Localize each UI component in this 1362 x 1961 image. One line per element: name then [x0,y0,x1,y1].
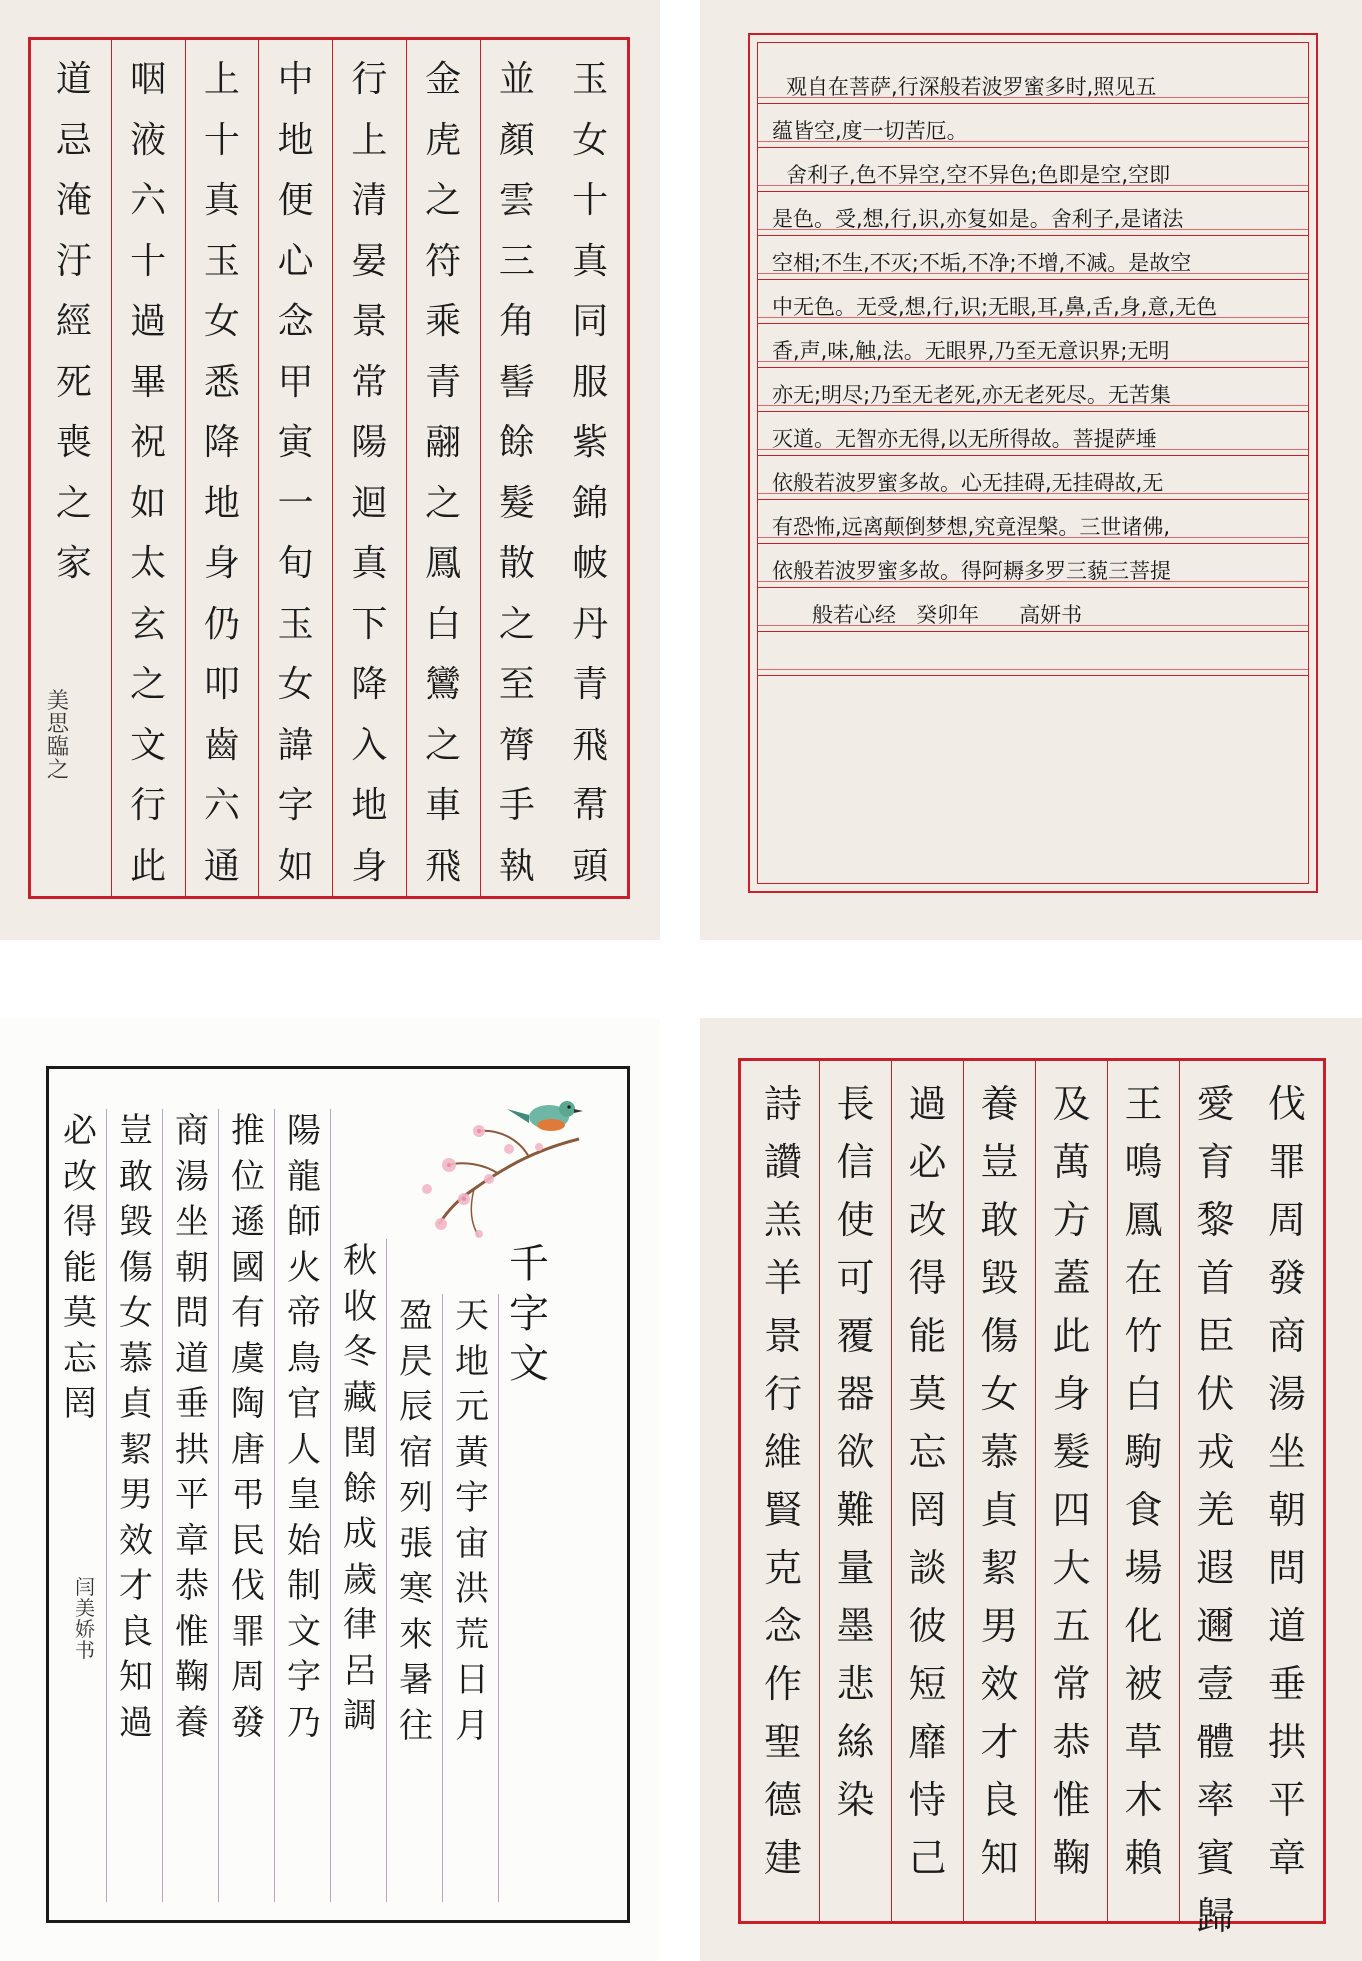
char: 朝 [1267,1488,1306,1532]
char: 詩 [763,1082,802,1126]
char: 降 [203,422,240,463]
char: 念 [277,301,314,342]
char: 湯 [1267,1372,1306,1416]
char: 十 [572,180,609,221]
char: 場 [1124,1546,1163,1590]
ruled-line [758,675,1308,676]
char: 便 [277,180,314,221]
inner-frame [757,42,1309,884]
char: 符 [425,240,462,282]
char: 己 [908,1836,947,1880]
ruled-line [758,191,1308,192]
char: 短 [908,1662,947,1706]
char: 下 [351,603,388,645]
text-column [553,40,627,896]
char: 青 [572,664,609,705]
char: 效 [980,1662,1019,1706]
char: 三 [498,240,535,282]
char: 甲 [277,361,314,403]
char: 邇 [1196,1604,1235,1648]
char: 諱 [277,724,314,766]
char: 過 [908,1082,947,1126]
char: 萬 [1052,1140,1091,1184]
char: 玄 [130,603,167,645]
char: 迴 [351,482,388,524]
char: 字 [277,785,314,826]
char: 歸 [1196,1894,1235,1938]
char: 恃 [908,1778,947,1822]
char: 垂 [1267,1662,1306,1706]
char: 德 [763,1778,802,1822]
char: 大 [1052,1546,1091,1590]
text-column [1251,1061,1323,1921]
char: 黎 [1196,1198,1235,1242]
char: 體 [1196,1720,1235,1764]
char: 悉 [203,361,240,403]
char: 知 [980,1836,1019,1880]
text-row: 是色。受,想,行,识,亦复如是。舍利子,是诸法 [772,207,1184,231]
black-frame [46,1066,630,1923]
char: 玉 [203,240,240,282]
char: 男 [980,1604,1019,1648]
char: 木 [1124,1778,1163,1822]
char: 戎 [1196,1430,1235,1474]
ruled-line [758,543,1308,544]
char: 傷 [980,1314,1019,1358]
char: 飛 [425,845,462,887]
char: 上 [203,59,240,100]
char: 帔 [572,543,609,584]
char: 寅 [277,422,314,463]
text-column [1035,1061,1107,1921]
char: 通 [203,845,240,887]
char: 翮 [425,422,462,463]
text-row: 香,声,味,触,法。无眼界,乃至无意识界;无明 [772,339,1170,363]
char: 忌 [55,119,92,161]
char: 散 [498,543,535,584]
char: 四 [1052,1488,1091,1532]
char: 忘 [908,1430,947,1474]
ruled-line [758,587,1308,588]
char: 過 [130,301,167,342]
char: 此 [1052,1314,1091,1358]
text-column [111,40,185,896]
char: 真 [572,240,609,282]
char: 被 [1124,1662,1163,1706]
char: 地 [351,785,388,826]
char: 貞 [980,1488,1019,1532]
char: 拱 [1267,1720,1306,1764]
ruled-line [758,323,1308,324]
char: 竹 [1124,1314,1163,1358]
calligraphy-sheet-2 [700,0,1362,940]
char: 經 [55,301,92,342]
red-frame [28,37,630,899]
char: 地 [203,482,240,524]
char: 商 [1267,1314,1306,1358]
char: 叩 [203,664,240,705]
char: 養 [980,1082,1019,1126]
char: 乘 [425,301,462,342]
char: 敢 [980,1198,1019,1242]
char: 羌 [1196,1488,1235,1532]
char: 才 [980,1720,1019,1764]
char: 罪 [1267,1140,1306,1184]
char: 鳳 [425,543,462,584]
ruled-line [758,411,1308,412]
char: 白 [425,603,462,645]
char: 景 [351,301,388,342]
char: 真 [203,180,240,221]
char: 女 [572,119,609,161]
char: 墨 [836,1604,875,1648]
red-frame [738,1058,1326,1938]
char: 靡 [908,1720,947,1764]
char: 章 [1267,1836,1306,1880]
text-column [1179,1061,1251,1938]
char: 餘 [498,422,535,463]
ruled-line [758,235,1308,236]
char: 莫 [908,1372,947,1416]
char: 及 [1052,1082,1091,1126]
calligraphy-sheet-3 [0,1018,660,1961]
char: 談 [908,1546,947,1590]
char: 慕 [980,1430,1019,1474]
char: 周 [1267,1198,1306,1242]
char: 行 [351,59,388,100]
signature: 闫 美 娇 书 [75,1575,95,1662]
char: 帬 [572,785,609,826]
char: 玉 [572,59,609,100]
char: 同 [572,301,609,342]
char: 錦 [572,482,609,524]
char: 使 [836,1198,875,1242]
char: 紫 [572,422,609,463]
char: 五 [1052,1604,1091,1648]
char: 淹 [55,180,92,221]
text-row: 中无色。无受,想,行,识;无眼,耳,鼻,舌,身,意,无色 [772,295,1218,319]
char: 長 [836,1082,875,1126]
text-column [819,1061,891,1921]
char: 真 [351,543,388,584]
text-column: 推 位 遜 國 有 虞 陶 唐 弔 民 伐 罪 周 發 [222,1109,275,1902]
char: 問 [1267,1546,1306,1590]
char: 死 [55,361,92,403]
char: 鞠 [1052,1836,1091,1880]
text-row: 灭道。无智亦无得,以无所得故。菩提萨埵 [772,427,1157,451]
text-column [747,1061,819,1921]
char: 在 [1124,1256,1163,1300]
char: 維 [763,1430,802,1474]
char: 伏 [1196,1372,1235,1416]
text-row: 舍利子,色不异空,空不异色;色即是空,空即 [786,163,1171,187]
char: 六 [130,180,167,221]
text-row: 观自在菩萨,行深般若波罗蜜多时,照见五 [786,75,1157,99]
char: 鸞 [425,664,462,705]
char: 必 [908,1140,947,1184]
char: 液 [130,119,167,161]
text-column [258,40,332,896]
char: 汙 [55,240,92,282]
char: 賴 [1124,1836,1163,1880]
text-row: 依般若波罗蜜多故。得阿耨多罗三藐三菩提 [772,559,1171,583]
char: 欲 [836,1430,875,1474]
text-column: 豈 敢 毀 傷 女 慕 貞 絜 男 效 才 良 知 過 [110,1109,163,1902]
char: 克 [763,1546,802,1590]
char: 之 [498,603,535,645]
text-column: 必 改 得 能 莫 忘 罔 [54,1109,107,1902]
char: 聖 [763,1720,802,1764]
text-column: 盈 昃 辰 宿 列 張 寒 來 暑 往 [390,1294,443,1902]
char: 之 [425,724,462,766]
char: 罔 [908,1488,947,1532]
char: 平 [1267,1778,1306,1822]
char: 念 [763,1604,802,1648]
char: 育 [1196,1140,1235,1184]
calligraphy-sheet-1 [0,0,660,940]
char: 服 [572,361,609,403]
char: 賓 [1196,1836,1235,1880]
char: 駒 [1124,1430,1163,1474]
char: 行 [763,1372,802,1416]
text-column: 秋 收 冬 藏 閏 餘 成 歲 律 呂 調 [334,1239,387,1902]
char: 鳴 [1124,1140,1163,1184]
char: 遐 [1196,1546,1235,1590]
char: 之 [425,482,462,524]
char: 十 [203,119,240,161]
char: 咽 [130,59,167,100]
text-column: 天 地 元 黃 宇 宙 洪 荒 日 月 [446,1294,499,1902]
char: 女 [203,301,240,342]
char: 之 [130,664,167,705]
char: 清 [351,180,388,221]
char: 器 [836,1372,875,1416]
ruled-line [758,669,1308,670]
char: 手 [498,785,535,826]
char: 道 [1267,1604,1306,1648]
char: 髮 [1052,1430,1091,1474]
char: 身 [1052,1372,1091,1416]
char: 六 [203,785,240,826]
char: 羔 [763,1198,802,1242]
char: 鳳 [1124,1198,1163,1242]
char: 壹 [1196,1662,1235,1706]
char: 王 [1124,1082,1163,1126]
char: 飛 [572,724,609,766]
ruled-line [758,499,1308,500]
char: 率 [1196,1778,1235,1822]
char: 常 [1052,1662,1091,1706]
char: 青 [425,361,462,403]
char: 伐 [1267,1082,1306,1126]
char: 至 [498,664,535,705]
char: 喪 [55,422,92,463]
char: 角 [498,301,535,342]
char: 並 [498,59,535,100]
char: 道 [55,59,92,100]
char: 入 [351,724,388,766]
char: 建 [763,1836,802,1880]
char: 中 [277,59,314,100]
char: 虎 [425,119,462,161]
ruled-line [758,631,1308,632]
char: 白 [1124,1372,1163,1416]
char: 此 [130,845,167,887]
char: 悲 [836,1662,875,1706]
char: 可 [836,1256,875,1300]
char: 女 [277,664,314,705]
char: 作 [763,1662,802,1706]
char: 旬 [277,543,314,584]
char: 豈 [980,1140,1019,1184]
char: 信 [836,1140,875,1184]
char: 金 [425,59,462,100]
text-column: 陽 龍 師 火 帝 鳥 官 人 皇 始 制 文 字 乃 [278,1109,331,1902]
char: 常 [351,361,388,403]
char: 恭 [1052,1720,1091,1764]
char: 絜 [980,1546,1019,1590]
char: 絲 [836,1720,875,1764]
ruled-line [758,367,1308,368]
text-column [406,40,480,896]
bird-on-blossom-branch-illustration [379,1069,599,1239]
char: 膂 [498,724,535,766]
char: 太 [130,543,167,584]
char: 陽 [351,422,388,463]
char: 仍 [203,603,240,645]
text-column [332,40,406,896]
char: 頭 [572,845,609,887]
char: 家 [55,543,92,584]
char: 髻 [498,361,535,403]
text-row: 空相;不生,不灭;不垢,不净;不增,不减。是故空 [772,251,1192,275]
text-row: 依般若波罗蜜多故。心无挂碍,无挂碍故,无 [772,471,1164,495]
text-column [1107,1061,1179,1921]
char: 齒 [203,724,240,766]
char: 文 [130,724,167,766]
char: 雲 [498,180,535,221]
text-row: 蕴皆空,度一切苦厄。 [772,119,968,143]
char: 改 [908,1198,947,1242]
char: 坐 [1267,1430,1306,1474]
char: 羊 [763,1256,802,1300]
char: 晏 [351,240,388,282]
char: 首 [1196,1256,1235,1300]
char: 景 [763,1314,802,1358]
char: 身 [203,543,240,584]
char: 彼 [908,1604,947,1648]
char: 女 [980,1372,1019,1416]
text-column [891,1061,963,1921]
char: 染 [836,1778,875,1822]
char: 愛 [1196,1082,1235,1126]
text-column: 商 湯 坐 朝 問 道 垂 拱 平 章 恭 惟 鞠 養 [166,1109,219,1902]
char: 良 [980,1778,1019,1822]
char: 草 [1124,1720,1163,1764]
char: 如 [130,482,167,524]
char: 祝 [130,422,167,463]
ruled-line [758,147,1308,148]
char: 之 [55,482,92,524]
char: 畢 [130,361,167,403]
char: 惟 [1052,1778,1091,1822]
char: 降 [351,664,388,705]
char: 量 [836,1546,875,1590]
char: 發 [1267,1256,1306,1300]
ruled-line [758,455,1308,456]
char: 之 [425,180,462,221]
calligraphy-sheet-4 [700,1018,1362,1961]
signature: 美 思 臨 之 [47,689,70,784]
text-row: 亦无;明尽;乃至无老死,亦无老死尽。无苦集 [772,383,1171,407]
text-column [963,1061,1035,1921]
char: 方 [1052,1198,1091,1242]
char: 食 [1124,1488,1163,1532]
ruled-line [758,103,1308,104]
char: 髮 [498,482,535,524]
char: 覆 [836,1314,875,1358]
char: 臣 [1196,1314,1235,1358]
title-column: 千 字 文 [509,1241,549,1387]
char: 如 [277,845,314,887]
char: 蓋 [1052,1256,1091,1300]
text-column [185,40,259,896]
char: 上 [351,119,388,161]
char: 得 [908,1256,947,1300]
char: 地 [277,119,314,161]
char: 丹 [572,603,609,645]
char: 能 [908,1314,947,1358]
char: 十 [130,240,167,282]
red-frame [748,33,1318,893]
text-column [480,40,554,896]
ruled-line [758,279,1308,280]
char: 執 [498,845,535,887]
text-row: 有恐怖,远离颠倒梦想,究竟涅槃。三世诸佛, [772,515,1171,539]
char: 行 [130,785,167,826]
char: 車 [425,785,462,826]
char: 玉 [277,603,314,645]
char: 身 [351,845,388,887]
footer-line: 般若心经 癸卯年 高妍书 [812,603,1083,627]
char: 一 [277,482,314,524]
char: 顏 [498,119,535,161]
char: 化 [1124,1604,1163,1648]
char: 心 [277,240,314,282]
char: 賢 [763,1488,802,1532]
char: 讚 [763,1140,802,1184]
char: 難 [836,1488,875,1532]
char: 毀 [980,1256,1019,1300]
